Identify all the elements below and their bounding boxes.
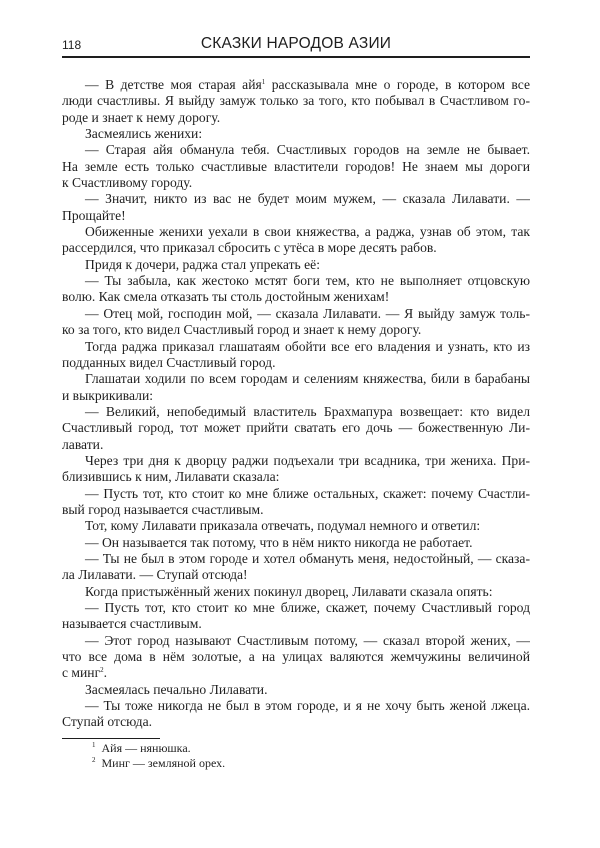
text-line: [62, 388, 530, 404]
text-segment: — Он называется так потому, что в нём никто никогда не работает.: [85, 534, 473, 550]
text-segment: и выкрикивали:: [62, 387, 154, 403]
text-line: [62, 714, 530, 730]
text-segment: — Ты забыла, как жестоко мстят боги тем, кто не выполняет отцовскую: [85, 273, 530, 289]
text-segment: Ступай отсюда.: [62, 714, 152, 730]
text-segment: Придя к дочери, раджа стал упрекать её:: [85, 256, 320, 272]
text-line: [62, 175, 530, 191]
text-segment: ла Лилавати. — Ступай отсюда!: [62, 567, 248, 583]
text-segment: .: [103, 665, 108, 681]
text-segment: Тот, кому Лилавати приказала отвечать, подумал немного и ответил:: [85, 518, 481, 534]
footnote: [92, 741, 191, 756]
text-line: [62, 453, 530, 469]
text-segment: — Пусть тот, кто стоит ко мне ближе остальных, скажет: почему Счастли-: [85, 485, 530, 501]
text-segment: ко за того, кто видел Счастливый город и знает к нему дорогу.: [62, 322, 422, 338]
text-line: [62, 404, 530, 420]
body-text: [62, 77, 530, 731]
text-segment: — В детстве моя старая айя: [85, 77, 262, 92]
text-line: [62, 289, 530, 305]
text-line: [62, 633, 530, 649]
text-segment: Через три дня к дворцу раджи подъехали три всадника, три жениха. При-: [85, 452, 530, 468]
text-line: [62, 665, 530, 681]
text-segment: Прощайте!: [62, 207, 126, 223]
footnote-marker: 2: [92, 756, 96, 764]
footnote-marker: 1: [92, 741, 96, 749]
text-line: [62, 306, 530, 322]
text-segment: с минг: [62, 665, 101, 681]
text-segment: На земле есть только счастливые властители городов! Не знаем мы дороги: [62, 158, 530, 174]
header-rule: [62, 56, 530, 58]
text-segment: Засмеялась печально Лилавати.: [85, 681, 268, 697]
text-segment: — Ты тоже никогда не был в этом городе, и я не хочу быть женой лжеца.: [85, 698, 530, 714]
text-line: [62, 567, 530, 583]
text-segment: подданных видел Счастливый город.: [62, 354, 276, 370]
text-segment: что все дома в нём золотые, а на улицах валяются жемчужины величиной: [62, 649, 530, 665]
page-number: 118: [62, 38, 82, 52]
footnote-rule: [62, 738, 160, 739]
text-line: [62, 191, 530, 207]
text-line: [62, 486, 530, 502]
footnote-reference: 1: [261, 78, 266, 86]
text-line: [62, 584, 530, 600]
text-segment: — Этот город называют Счастливым потому, — сказал второй жених, —: [85, 632, 530, 648]
text-line: [62, 682, 530, 698]
text-line: [62, 600, 530, 616]
text-segment: — Старая айя обманула тебя. Счастливых городов на земле не бывает.: [85, 142, 530, 158]
text-segment: Обиженные женихи уехали в свои княжества, а раджа, узнав об этом, так: [85, 224, 530, 240]
text-segment: лавати.: [62, 436, 104, 452]
text-segment: близившись к ним, Лилавати сказала:: [62, 469, 280, 485]
text-line: [62, 469, 530, 485]
text-line: [62, 93, 530, 109]
text-segment: — Пусть тот, кто стоит ко мне ближе, скажет, почему Счастливый город: [85, 600, 530, 615]
text-segment: рассказывала мне о городе, в котором все: [265, 77, 530, 92]
text-segment: волю. Как смела отказать ты столь достойным женихам!: [62, 289, 390, 305]
text-segment: называется счастливым.: [62, 616, 202, 632]
footnote: [92, 756, 225, 771]
text-segment: Тогда раджа приказал глашатаям обойти все его владения и узнать, кто из: [85, 338, 530, 354]
text-segment: — Великий, непобедимый властитель Брахмапура возвещает: кто видел: [85, 403, 530, 419]
text-line: [62, 208, 530, 224]
text-line: [62, 142, 530, 158]
footnote-reference: 2: [100, 666, 104, 675]
text-segment: Счастливый город, тот может прийти сватать его дочь — божественную Ли-: [62, 420, 530, 436]
text-line: [62, 518, 530, 534]
text-line: [62, 437, 530, 453]
text-segment: к Счастливому городу.: [62, 175, 193, 191]
text-segment: Засмеялись женихи:: [85, 126, 203, 142]
text-line: [62, 339, 530, 355]
text-line: [62, 77, 530, 93]
text-segment: вый город называется счастливым.: [62, 501, 264, 517]
text-line: [62, 110, 530, 126]
text-line: [62, 502, 530, 518]
text-line: [62, 616, 530, 632]
text-line: [62, 355, 530, 371]
text-segment: — Отец мой, господин мой, — сказала Лилавати. — Я выйду замуж толь-: [85, 305, 530, 321]
text-line: [62, 698, 530, 714]
text-segment: Глашатаи ходили по всем городам и селениям княжества, били в барабаны: [85, 371, 530, 387]
text-line: [62, 535, 530, 551]
footnote-text: Айя — нянюшка.: [101, 741, 191, 755]
text-segment: роде и знает к нему дорогу.: [62, 109, 221, 125]
text-line: [62, 159, 530, 175]
text-line: [62, 371, 530, 387]
footnote-text: Минг — земляной орех.: [101, 756, 226, 770]
running-title: СКАЗКИ НАРОДОВ АЗИИ: [200, 35, 392, 52]
text-line: [62, 126, 530, 142]
text-line: [62, 273, 530, 289]
text-segment: рассердился, что приказал сбросить с утёса в море десять рабов.: [62, 240, 437, 256]
text-line: [62, 322, 530, 338]
text-segment: Когда пристыжённый жених покинул дворец, Лилавати сказала опять:: [85, 583, 493, 599]
text-line: [62, 420, 530, 436]
text-segment: люди счастливы. Я выйду замуж только за того, кто побывал в Счастливом го-: [62, 93, 530, 109]
text-line: [62, 551, 530, 567]
text-line: [62, 649, 530, 665]
text-line: [62, 240, 530, 256]
text-line: [62, 257, 530, 273]
text-line: [62, 224, 530, 240]
text-segment: — Значит, никто из вас не будет моим мужем, — сказала Лилавати. —: [85, 191, 530, 207]
text-segment: — Ты не был в этом городе и хотел обмануть меня, недостойный, — сказа-: [85, 550, 530, 566]
